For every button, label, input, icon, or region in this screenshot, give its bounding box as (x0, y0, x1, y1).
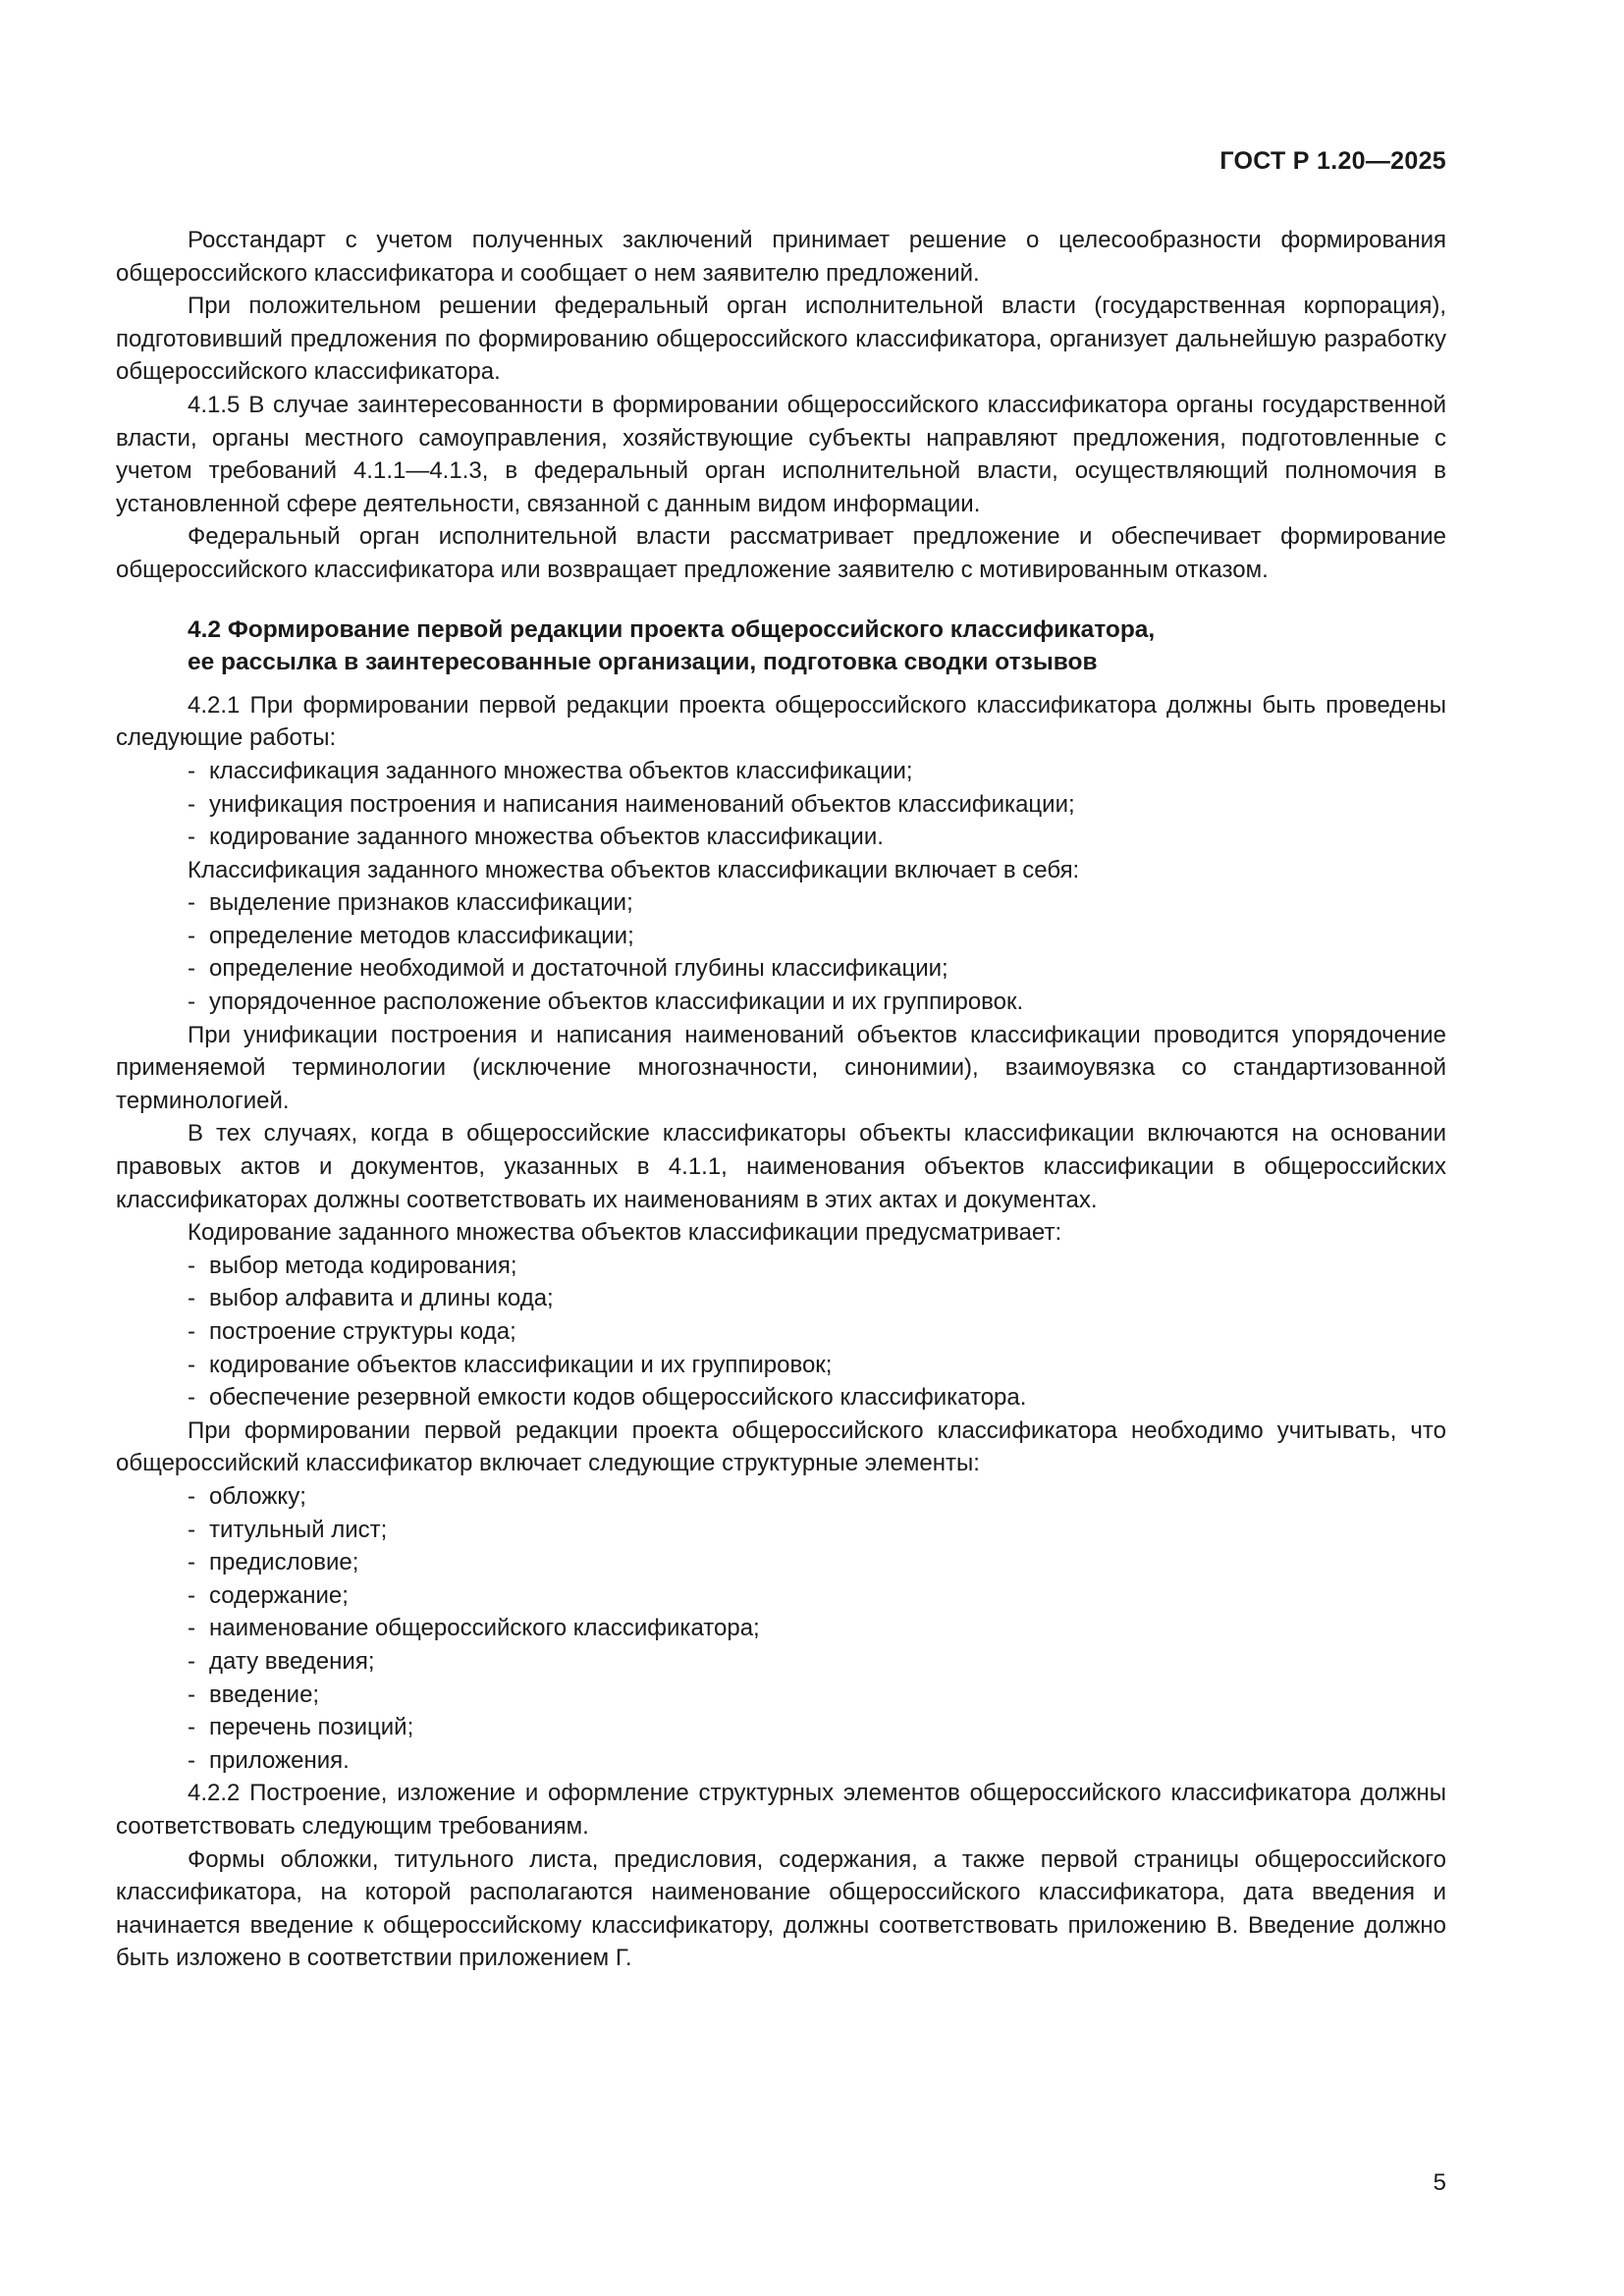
list-item-coding: - обеспечение резервной емкости кодов общероссийского классификатора. (188, 1384, 1027, 1412)
list-item-structure: - наименование общероссийского классификатора; (188, 1615, 760, 1642)
section-4-2-heading-line-2: ее рассылка в заинтересованные организации, подготовка сводки отзывов (188, 649, 1098, 676)
document-body (116, 224, 1446, 1975)
list-item-coding: - кодирование объектов классификации и их группировок; (188, 1351, 833, 1378)
list-item-work: - унификация построения и написания наименований объектов классификации; (188, 790, 1075, 818)
paragraph-structural-elements: При формировании первой редакции проекта общероссийского классификатора необходимо учитывать, что общероссийский классификатор включает следующие структурные элементы: (116, 1416, 1446, 1477)
paragraph-coding-intro: Кодирование заданного множества объектов классификации предусматривает: (188, 1219, 1062, 1247)
list-item-structure: - титульный лист; (188, 1516, 388, 1543)
paragraph-forms-requirements: Формы обложки, титульного листа, предисловия, содержания, а также первой страницы общероссийского классификатора, на которой располагаются наименование общероссийского классификатора, дата введения и начинается введение к общероссийскому классификатору, должны соответствовать приложению В. Введение должно быть изложено в соответствии приложением Г. (116, 1845, 1446, 1972)
paragraph-rosstandart-decision: Росстандарт с учетом полученных заключений принимает решение о целесообразности формирования общероссийского классификатора и сообщает о нем заявителю предложений. (116, 227, 1446, 287)
paragraph-4-2-2: 4.2.2 Построение, изложение и оформление структурных элементов общероссийского классификатора должны соответствовать следующим требованиям. (116, 1780, 1446, 1840)
list-item-structure: - дату введения; (188, 1647, 375, 1675)
list-item-structure: - содержание; (188, 1581, 349, 1609)
section-4-2-heading-line-1: 4.2 Формирование первой редакции проекта общероссийского классификатора, (188, 615, 1156, 643)
list-item-structure: - обложку; (188, 1482, 306, 1510)
list-item-classification: - определение методов классификации; (188, 922, 634, 949)
paragraph-unification: При унификации построения и написания наименований объектов классификации проводится упорядочение применяемой терминологии (исключение многозначности, синонимии), взаимоувязка со стандартизованной терминологией. (116, 1021, 1446, 1114)
document-code-header: ГОСТ Р 1.20—2025 (1219, 147, 1446, 175)
paragraph-positive-decision: При положительном решении федеральный орган исполнительной власти (государственная корпорация), подготовивший предложения по формированию общероссийского классификатора, организует дальнейшую разработку общероссийского классификатора. (116, 293, 1446, 386)
list-item-classification: - упорядоченное расположение объектов классификации и их группировок. (188, 988, 1024, 1016)
list-item-structure: - введение; (188, 1681, 320, 1708)
list-item-structure: - перечень позиций; (188, 1714, 414, 1741)
list-item-classification: - выделение признаков классификации; (188, 889, 633, 917)
list-item-coding: - построение структуры кода; (188, 1318, 516, 1345)
list-item-work: - кодирование заданного множества объектов классификации. (188, 824, 884, 851)
paragraph-classification-intro: Классификация заданного множества объектов классификации включает в себя: (188, 856, 1080, 883)
paragraph-federal-body-review: Федеральный орган исполнительной власти рассматривает предложение и обеспечивает формирование общероссийского классификатора или возвращает предложение заявителю с мотивированным отказом. (116, 523, 1446, 583)
paragraph-legal-acts-cases: В тех случаях, когда в общероссийские классификаторы объекты классификации включаются на основании правовых актов и документов, указанных в 4.1.1, наименования объектов классификации в общероссийских классификаторах должны соответствовать их наименованиям в этих актах и документах. (116, 1120, 1446, 1213)
paragraph-4-2-1: 4.2.1 При формировании первой редакции проекта общероссийского классификатора должны быть проведены следующие работы: (116, 691, 1446, 752)
list-item-structure: - предисловие; (188, 1549, 359, 1576)
list-item-coding: - выбор метода кодирования; (188, 1252, 517, 1279)
list-item-work: - классификация заданного множества объектов классификации; (188, 757, 913, 784)
list-item-structure: - приложения. (188, 1746, 350, 1774)
list-item-coding: - выбор алфавита и длины кода; (188, 1285, 554, 1312)
page-number: 5 (1433, 2169, 1446, 2196)
section-4-2-heading (116, 614, 1446, 679)
list-item-classification: - определение необходимой и достаточной глубины классификации; (188, 955, 948, 983)
paragraph-4-1-5: 4.1.5 В случае заинтересованности в формировании общероссийского классификатора органы государственной власти, органы местного самоуправления, хозяйствующие субъекты направляют предложения, подготовленные с учетом требований 4.1.1—4.1.3, в федеральный орган исполнительной власти, осуществляющий полномочия в установленной сфере деятельности, связанной с данным видом информации. (116, 391, 1446, 517)
